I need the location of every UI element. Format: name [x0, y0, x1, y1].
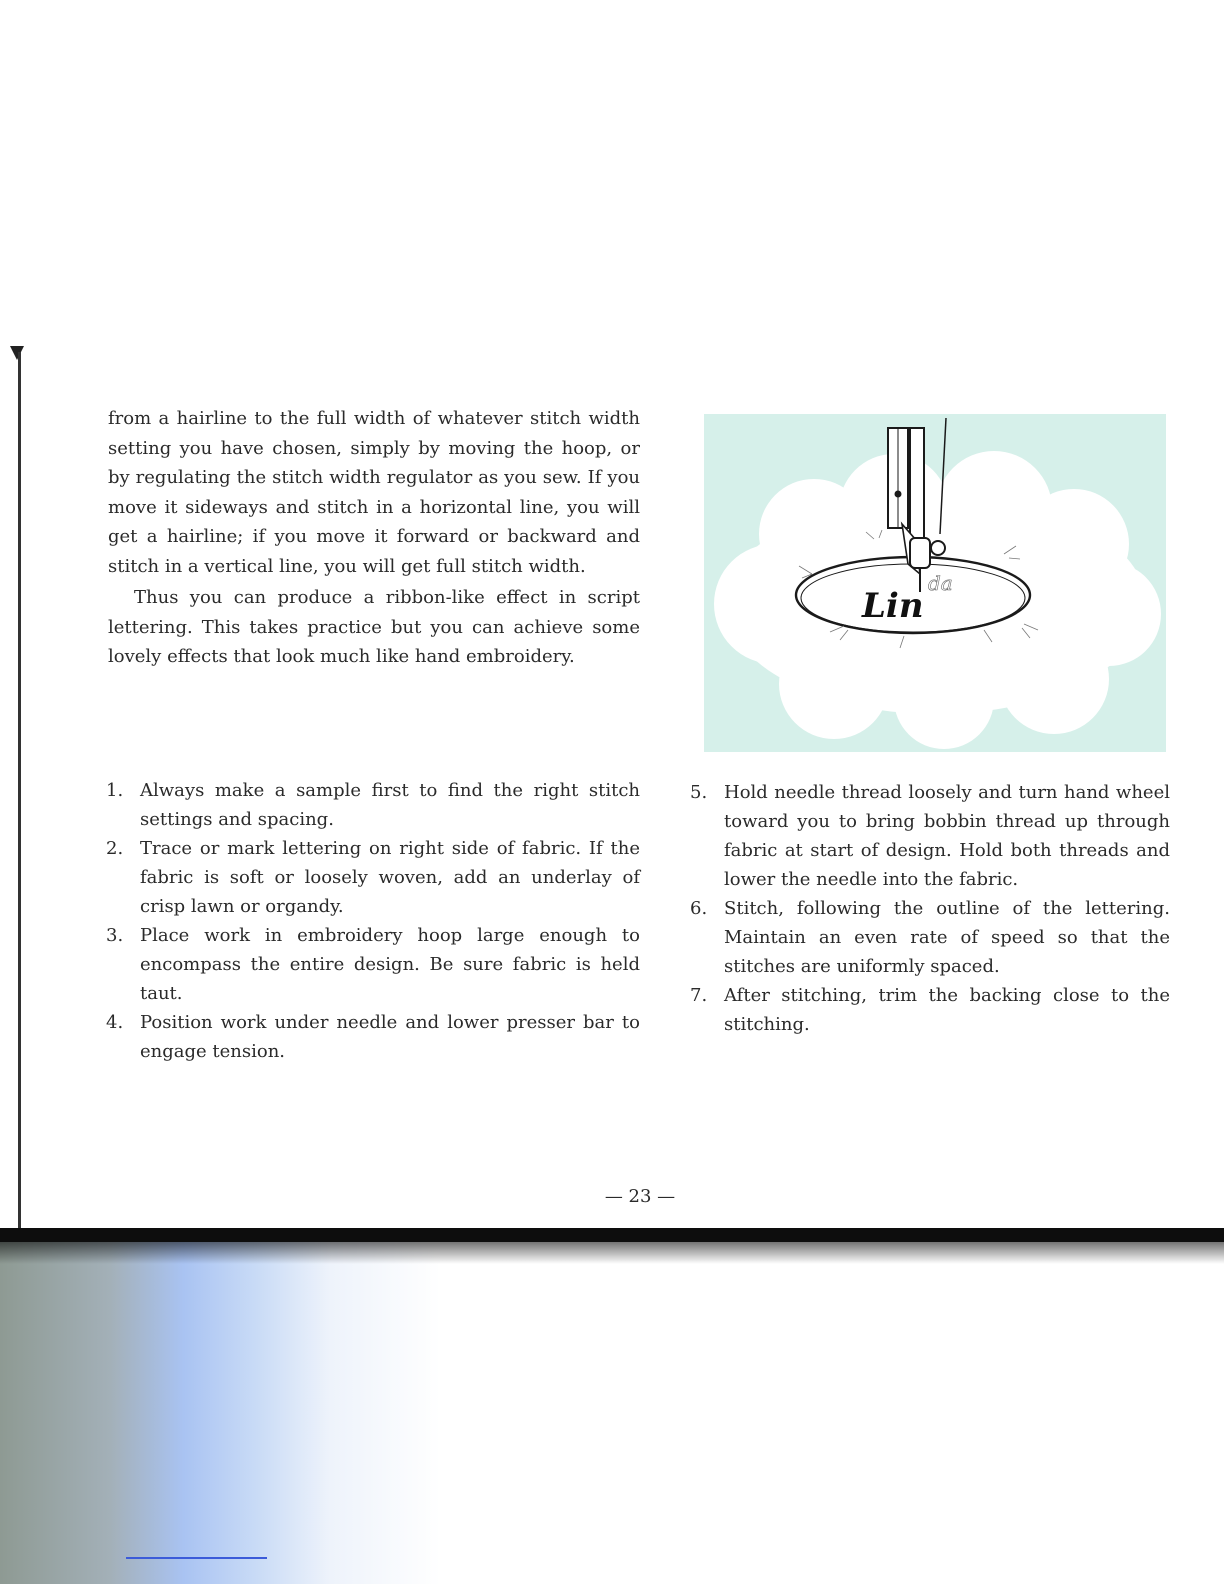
step-text: Place work in embroidery hoop large enough to encompass the entire design. Be sure fabric is held taut. [140, 925, 640, 1004]
step-text: Position work under needle and lower presser bar to engage tension. [140, 1012, 640, 1062]
step-number: 1. [106, 780, 124, 801]
embroidery-hoop-illustration [704, 414, 1166, 752]
step-number: 4. [106, 1012, 124, 1033]
step-text: Always make a sample first to find the right stitch settings and spacing. [140, 780, 640, 830]
step-number: 3. [106, 925, 124, 946]
list-item [106, 1008, 640, 1066]
intro-text [108, 404, 640, 672]
page-number: — 23 — [604, 1186, 676, 1207]
list-item [690, 894, 1170, 981]
list-item [690, 778, 1170, 894]
steps-list-right [690, 778, 1170, 1039]
page-bottom-edge [0, 1228, 1224, 1242]
intro-paragraph-1: from a hairline to the full width of whatever stitch width setting you have chosen, simply by moving the hoop, or by regulating the stitch width regulator as you sew. If you move it sideways and stitch in a horizontal line, you will get a hairline; if you move it forward or backward and stitch in a vertical line, you will get full stitch width. [108, 408, 640, 577]
list-item [106, 921, 640, 1008]
step-number: 5. [690, 782, 708, 803]
page-edge-tick [10, 346, 24, 360]
fabric-cloud-shape [714, 451, 1161, 749]
step-number: 7. [690, 985, 708, 1006]
step-text: Trace or mark lettering on right side of fabric. If the fabric is soft or loosely woven, add an underlay of crisp lawn or organdy. [140, 838, 640, 917]
step-number: 6. [690, 898, 708, 919]
steps-list-left [106, 776, 640, 1066]
scan-background [0, 1242, 1224, 1584]
stitched-lettering: Lin [862, 586, 924, 626]
list-item [106, 834, 640, 921]
list-item [690, 981, 1170, 1039]
step-text: Hold needle thread loosely and turn hand wheel toward you to bring bobbin thread up through fabric at start of design. Hold both threads and lower the needle into the fabric. [724, 782, 1170, 890]
list-item [106, 776, 640, 834]
step-text: Stitch, following the outline of the lettering. Maintain an even rate of speed so that the stitches are uniformly spaced. [724, 898, 1170, 977]
intro-paragraph-2: Thus you can produce a ribbon-like effect in script lettering. This takes practice but you can achieve some lovely effects that look much like hand embroidery. [108, 587, 640, 667]
bottom-rule-line [126, 1557, 267, 1559]
step-text: After stitching, trim the backing close to the stitching. [724, 985, 1170, 1035]
step-number: 2. [106, 838, 124, 859]
page-edge [18, 352, 21, 1232]
traced-lettering: da [928, 571, 953, 595]
scan-shadow [0, 1242, 1224, 1264]
